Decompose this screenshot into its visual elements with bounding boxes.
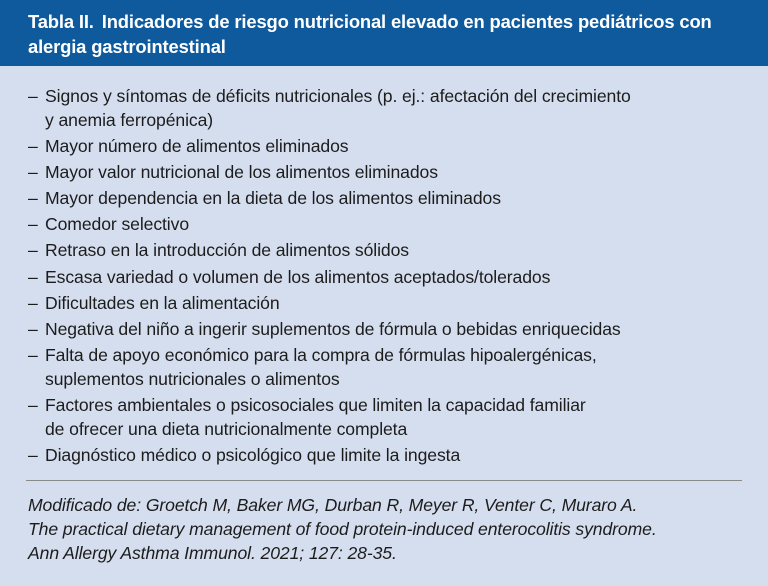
list-item — [28, 186, 745, 210]
dash-bullet: – — [28, 188, 38, 209]
dash-bullet: – — [28, 162, 38, 183]
dash-bullet: – — [28, 344, 38, 365]
indicator-list — [28, 84, 768, 467]
table-title — [28, 9, 740, 59]
dash-bullet: – — [28, 240, 38, 261]
dash-bullet: – — [28, 214, 38, 235]
list-item-text: Mayor número de alimentos eliminados — [45, 136, 349, 157]
source-line-3: Ann Allergy Asthma Immunol. 2021; 127: 28-35. — [28, 543, 397, 564]
list-item — [28, 212, 745, 236]
source-citation — [28, 493, 740, 565]
list-item-text: Diagnóstico médico o psicológico que limite la ingesta — [45, 445, 461, 466]
title-line-2: alergia gastrointestinal — [28, 36, 226, 57]
list-item — [28, 134, 745, 158]
table-body — [0, 66, 768, 467]
list-item-text: Mayor valor nutricional de los alimentos eliminados — [45, 162, 438, 183]
dash-bullet: – — [28, 136, 38, 157]
dash-bullet: – — [28, 86, 38, 106]
list-item — [28, 291, 745, 315]
dash-bullet: – — [28, 266, 38, 287]
list-item-text: Falta de apoyo económico para la compra de fórmulas hipoalergénicas, — [45, 344, 597, 365]
list-item-text: Retraso en la introducción de alimentos sólidos — [45, 240, 409, 261]
table-header — [0, 0, 768, 66]
list-item — [28, 343, 745, 391]
dash-bullet: – — [28, 394, 38, 415]
list-item-text: Comedor selectivo — [45, 214, 189, 235]
list-item-text: Signos y síntomas de déficits nutricionales (p. ej.: afectación del crecimiento — [45, 86, 631, 106]
list-item — [28, 265, 745, 289]
list-item-text-continued: y anemia ferropénica) — [45, 110, 214, 130]
list-item — [28, 84, 745, 132]
list-item-text: Dificultades en la alimentación — [45, 292, 280, 313]
list-item-text: Negativa del niño a ingerir suplementos de fórmula o bebidas enriquecidas — [45, 318, 621, 339]
dash-bullet: – — [28, 292, 38, 313]
title-line-1: Indicadores de riesgo nutricional elevado en pacientes pediátricos con — [101, 11, 712, 32]
divider — [26, 480, 742, 481]
list-item — [28, 317, 745, 341]
list-item — [28, 238, 745, 262]
list-item-text: Escasa variedad o volumen de los alimentos aceptados/tolerados — [45, 266, 551, 287]
list-item-text-continued: suplementos nutricionales o alimentos — [45, 368, 340, 389]
table-label: Tabla II. — [28, 11, 94, 32]
list-item-text: Mayor dependencia en la dieta de los alimentos eliminados — [45, 188, 501, 209]
dash-bullet: – — [28, 445, 38, 466]
source-line-2: The practical dietary management of food protein-induced enterocolitis syndrome. — [28, 519, 657, 540]
list-item-text: Factores ambientales o psicosociales que limiten la capacidad familiar — [45, 394, 586, 415]
source-line-1: Modificado de: Groetch M, Baker MG, Durban R, Meyer R, Venter C, Muraro A. — [28, 495, 638, 516]
list-item — [28, 160, 745, 184]
dash-bullet: – — [28, 318, 38, 339]
list-item — [28, 393, 745, 441]
list-item-text-continued: de ofrecer una dieta nutricionalmente completa — [45, 418, 408, 439]
list-item — [28, 443, 745, 467]
